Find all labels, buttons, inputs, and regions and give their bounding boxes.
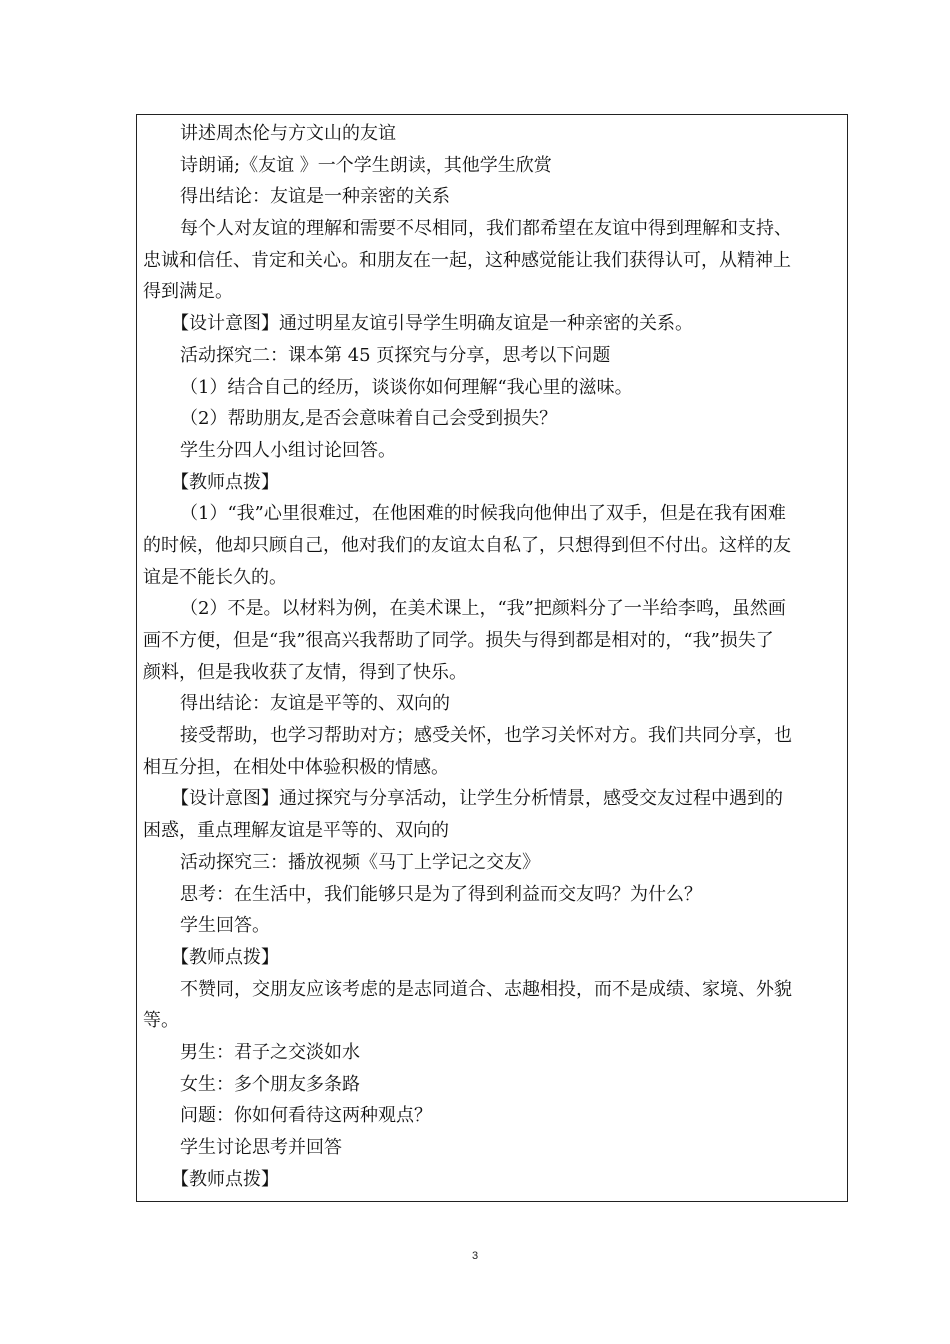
- text-line: 不赞同，交朋友应该考虑的是志同道合、志趣相投，而不是成绩、家境、外貌: [180, 978, 792, 1000]
- teacher-guidance-heading: 【教师点拨】: [171, 1168, 279, 1190]
- text-line: 学生分四人小组讨论回答。: [180, 439, 396, 461]
- text-line: 女生：多个朋友多条路: [180, 1073, 360, 1095]
- page-number: 3: [471, 1250, 479, 1262]
- text-line: （1）“我”心里很难过，在他困难的时候我向他伸出了双手，但是在我有困难: [180, 503, 786, 525]
- text-line: 讲述周杰伦与方文山的友谊: [180, 123, 396, 144]
- text-line: 颜料，但是我收获了友情，得到了快乐。: [143, 661, 467, 683]
- question-line: （2）帮助朋友,是否会意味着自己会受到损失？: [180, 408, 558, 430]
- text-line: 等。: [143, 1010, 179, 1032]
- design-intent-heading: 【设计意图】通过明星友谊引导学生明确友谊是一种亲密的关系。: [171, 313, 693, 335]
- text-line: 学生讨论思考并回答: [180, 1137, 342, 1158]
- teacher-guidance-heading: 【教师点拨】: [171, 471, 279, 493]
- text-line: 男生：君子之交淡如水: [180, 1041, 360, 1063]
- question-line: 问题：你如何看待这两种观点？: [180, 1105, 432, 1127]
- text-line: 学生回答。: [180, 915, 270, 937]
- activity-heading: 活动探究三：播放视频《马丁上学记之交友》: [180, 851, 540, 873]
- text-line: 谊是不能长久的。: [143, 566, 287, 588]
- text-line: 画不方便，但是“我”很高兴我帮助了同学。损失与得到都是相对的，“我”损失了: [143, 630, 774, 651]
- text-line: 接受帮助，也学习帮助对方；感受关怀，也学习关怀对方。我们共同分享，也: [180, 725, 792, 747]
- design-intent-heading: 【设计意图】通过探究与分享活动，让学生分析情景，感受交友过程中遇到的: [171, 788, 783, 810]
- text-line: （2）不是。以材料为例，在美术课上，“我”把颜料分了一半给李鸣，虽然画: [180, 598, 786, 620]
- text-line: 诗朗诵;《友谊 》一个学生朗读，其他学生欣赏: [180, 154, 552, 176]
- conclusion-line: 得出结论：友谊是平等的、双向的: [180, 693, 450, 715]
- text-line: 困惑，重点理解友谊是平等的、双向的: [143, 820, 449, 842]
- question-line: 思考：在生活中，我们能够只是为了得到利益而交友吗？为什么？: [180, 883, 702, 905]
- question-line: （1）结合自己的经历，谈谈你如何理解“我心里的滋味。: [180, 376, 633, 398]
- text-line: 得出结论：友谊是一种亲密的关系: [180, 186, 450, 208]
- lesson-content: [143, 118, 843, 1195]
- lesson-table-cell: [136, 114, 848, 1202]
- teacher-guidance-heading: 【教师点拨】: [171, 946, 279, 968]
- text-line: 每个人对友谊的理解和需要不尽相同，我们都希望在友谊中得到理解和支持、: [180, 218, 792, 240]
- text-line: 得到满足。: [143, 281, 233, 303]
- text-line: 忠诚和信任、肯定和关心。和朋友在一起，这种感觉能让我们获得认可，从精神上: [143, 249, 791, 271]
- text-line: 相互分担，在相处中体验积极的情感。: [143, 756, 449, 778]
- activity-heading: 活动探究二：课本第 45 页探究与分享，思考以下问题: [180, 344, 611, 366]
- text-line: 的时候，他却只顾自己，他对我们的友谊太自私了，只想得到但不付出。这样的友: [143, 534, 791, 556]
